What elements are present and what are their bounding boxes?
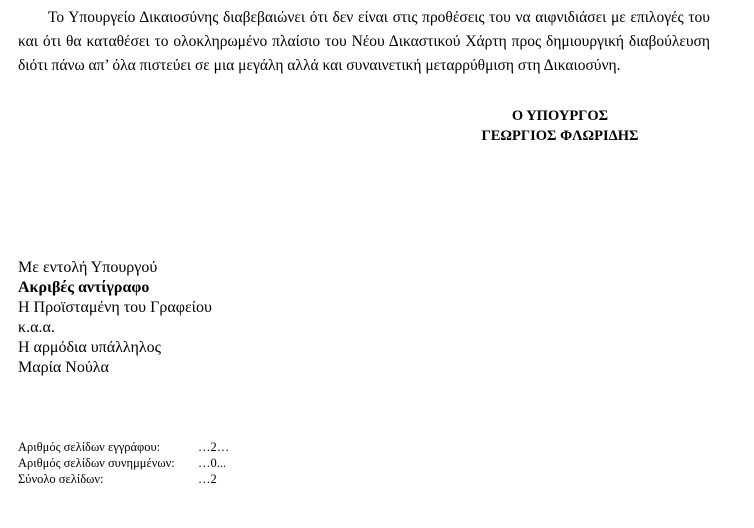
mandate-block [18, 258, 212, 378]
certified-copy-label: Ακριβές αντίγραφο [18, 279, 150, 296]
page-count-row [18, 439, 229, 455]
mandate-line: Η Προϊσταμένη του Γραφείου [18, 299, 212, 316]
page-count-label: Σύνολο σελίδων: [18, 472, 104, 486]
mandate-line: Με εντολή Υπουργού [18, 259, 158, 276]
signature-name: ΓΕΩΡΓΙΟΣ ΦΛΩΡΙΔΗΣ [481, 128, 639, 144]
page-count-row [18, 455, 229, 471]
signature-block [440, 106, 680, 146]
official-name: Μαρία Νούλα [18, 359, 109, 376]
page-count-label: Αριθμός σελίδων συνημμένων: [18, 456, 175, 470]
page-count-block [18, 439, 229, 487]
page-count-value: …0... [198, 456, 227, 470]
page-count-row [18, 471, 229, 487]
page-count-label: Αριθμός σελίδων εγγράφου: [18, 440, 161, 454]
body-paragraph: Το Υπουργείο Δικαιοσύνης διαβεβαιώνει ότι δεν είναι στις προθέσεις του να αιφνιδιάσει με επιλογές του και ότι θα καταθέσει το ολοκληρωμένο πλαίσιο του Νέου Δικαστικού Χάρτη προς δημιουργική διαβούλευση διότι πάνω απ’ όλα πιστεύει σε μια μεγάλη αλλά και συναινετική μεταρρύθμιση στη Δικαιοσύνη. [18, 9, 710, 74]
signature-role: Ο ΥΠΟΥΡΓΟΣ [511, 108, 609, 124]
page-count-value: …2… [198, 440, 230, 454]
page-count-value: …2 [198, 472, 217, 486]
mandate-line: Η αρμόδια υπάλληλος [18, 339, 161, 356]
mandate-line: κ.α.α. [18, 319, 55, 336]
